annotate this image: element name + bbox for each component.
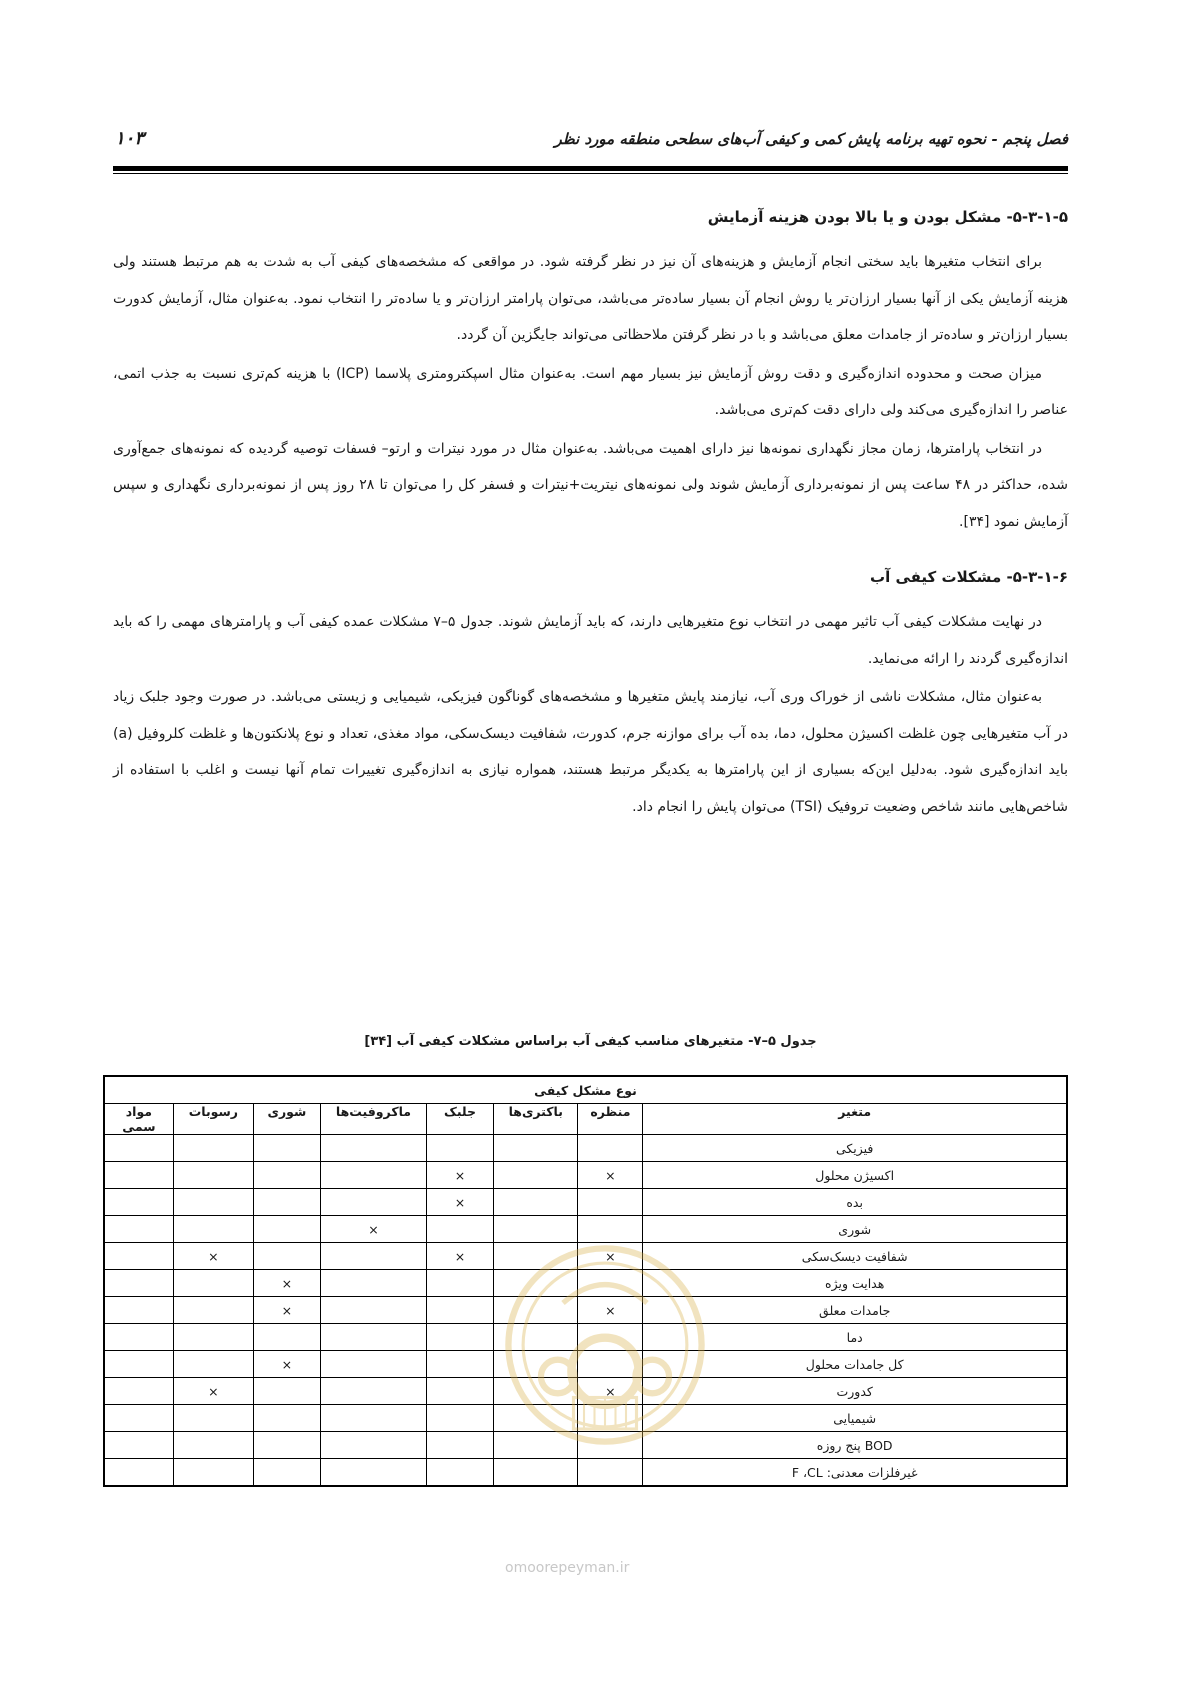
mark-cell xyxy=(104,1216,173,1243)
watermark-url: omoorepeyman.ir xyxy=(505,1560,630,1576)
check-mark: × xyxy=(605,1167,616,1183)
mark-cell xyxy=(253,1432,320,1459)
table-row xyxy=(104,1216,1067,1243)
paragraph: به‌عنوان مثال، مشکلات ناشی از خوراک وری آب، نیازمند پایش متغیرها و مشخصه‌های گوناگون فیزیکی، شیمیایی و زیستی می‌باشد. در صورت وجود جلبک زیاد در آب متغیرهایی چون غلظت اکسیژن محلول، دما، بده آب برای موازنه جرم، کدورت، شفافیت دیسک‌سکی، مواد مغذی، تعداد و نوع پلانکتون‌ها و غلظت کلروفیل (a) باید اندازه‌گیری شود. به‌دلیل این‌که بسیاری از این پارامترها به یکدیگر مرتبط هستند، همواره نیازی به اندازه‌گیری تغییرات تمام آنها نیست و اغلب با استفاده از شاخص‌هایی مانند شاخص وضعیت تروفیک (TSI) می‌توان پایش را انجام داد. xyxy=(113,689,1068,815)
section-label: فیزیکی xyxy=(643,1135,1067,1162)
paragraph: میزان صحت و محدوده اندازه‌گیری و دقت روش آزمایش نیز بسیار مهم است. به‌عنوان مثال اسپکترومتری پلاسما (ICP) با هزینه کم‌تری نسبت به جذب اتمی، عناصر را اندازه‌گیری می‌کند ولی دارای دقت کم‌تری می‌باشد. xyxy=(113,365,1068,418)
mark-cell xyxy=(426,1378,493,1405)
variable-label: جامدات معلق xyxy=(643,1297,1067,1324)
mark-cell xyxy=(426,1270,493,1297)
mark-cell xyxy=(104,1432,173,1459)
mark-cell xyxy=(426,1405,493,1432)
mark-cell xyxy=(494,1405,578,1432)
mark-cell xyxy=(173,1459,253,1487)
mark-cell xyxy=(494,1135,578,1162)
mark-cell xyxy=(426,1297,493,1324)
mark-cell xyxy=(578,1189,643,1216)
mark-cell xyxy=(253,1162,320,1189)
check-mark: × xyxy=(454,1248,466,1264)
table-row xyxy=(104,1324,1067,1351)
mark-cell xyxy=(578,1405,643,1432)
mark-cell xyxy=(104,1324,173,1351)
variable-label: بده xyxy=(643,1189,1067,1216)
mark-cell xyxy=(320,1324,426,1351)
mark-cell xyxy=(426,1351,493,1378)
table-row xyxy=(104,1162,1067,1189)
mark-cell xyxy=(578,1135,643,1162)
page-number: ۱۰۳ xyxy=(115,128,145,149)
table-row xyxy=(104,1189,1067,1216)
mark-cell xyxy=(104,1378,173,1405)
mark-cell xyxy=(104,1351,173,1378)
mark-cell xyxy=(104,1459,173,1487)
check-mark: × xyxy=(454,1167,466,1183)
mark-cell xyxy=(253,1324,320,1351)
mark-cell xyxy=(426,1162,493,1189)
mark-cell xyxy=(578,1243,643,1270)
variable-label: کل جامدات محلول xyxy=(643,1351,1067,1378)
mark-cell xyxy=(104,1297,173,1324)
table-section-row xyxy=(104,1405,1067,1432)
mark-cell xyxy=(104,1162,173,1189)
mark-cell xyxy=(494,1216,578,1243)
mark-cell xyxy=(426,1135,493,1162)
mark-cell xyxy=(578,1378,643,1405)
table-row xyxy=(104,1378,1067,1405)
mark-cell xyxy=(578,1351,643,1378)
variable-label: هدایت ویژه xyxy=(643,1270,1067,1297)
mark-cell xyxy=(426,1216,493,1243)
check-mark: × xyxy=(605,1383,616,1399)
mark-cell xyxy=(173,1324,253,1351)
mark-cell xyxy=(253,1216,320,1243)
water-quality-table xyxy=(103,1075,1068,1487)
paragraph: برای انتخاب متغیرها باید سختی انجام آزمایش و هزینه‌های آن نیز در نظر گرفته شود. در مواقعی که مشخصه‌های کیفی آب به شدت به هم مرتبط هستند ولی هزینه آزمایش یکی از آنها بسیار ارزان‌تر یا روش انجام آن بسیار ساده‌تر می‌باشد، می‌توان پارامتر ارزان‌تر و یا ساده‌تر را انتخاب نمود. به‌عنوان مثال، آزمایش کدورت بسیار ارزان‌تر و ساده‌تر از جامدات معلق می‌باشد و با در نظر گرفتن ملاحظاتی می‌تواند جایگزین آن گردد. xyxy=(113,254,1068,343)
mark-cell xyxy=(173,1243,253,1270)
mark-cell xyxy=(494,1378,578,1405)
table-row xyxy=(104,1432,1067,1459)
check-mark: × xyxy=(208,1248,219,1264)
mark-cell xyxy=(578,1432,643,1459)
mark-cell xyxy=(253,1270,320,1297)
mark-cell xyxy=(320,1162,426,1189)
mark-cell xyxy=(104,1270,173,1297)
mark-cell xyxy=(253,1297,320,1324)
check-mark: × xyxy=(454,1194,466,1210)
mark-cell xyxy=(320,1432,426,1459)
page-header xyxy=(113,122,1068,166)
table-row xyxy=(104,1243,1067,1270)
mark-cell xyxy=(104,1135,173,1162)
mark-cell xyxy=(578,1270,643,1297)
mark-cell xyxy=(173,1351,253,1378)
mark-cell xyxy=(578,1216,643,1243)
mark-cell xyxy=(173,1189,253,1216)
mark-cell xyxy=(494,1162,578,1189)
mark-cell xyxy=(494,1351,578,1378)
mark-cell xyxy=(253,1189,320,1216)
variable-label: اکسیژن محلول xyxy=(643,1162,1067,1189)
mark-cell xyxy=(320,1351,426,1378)
mark-cell xyxy=(494,1243,578,1270)
mark-cell xyxy=(494,1459,578,1487)
mark-cell xyxy=(494,1432,578,1459)
section-label: شیمیایی xyxy=(643,1405,1067,1432)
mark-cell xyxy=(494,1297,578,1324)
mark-cell xyxy=(426,1432,493,1459)
column-header: مواد سمی xyxy=(104,1104,173,1135)
mark-cell xyxy=(253,1243,320,1270)
table-section-row xyxy=(104,1135,1067,1162)
paragraph: در انتخاب پارامترها، زمان مجاز نگهداری نمونه‌ها نیز دارای اهمیت می‌باشد. به‌عنوان مثال در مورد نیترات و ارتو– فسفات توصیه گردیده که نمونه‌های جمع‌آوری شده، حداکثر در ۴۸ ساعت پس از نمونه‌برداری آزمایش شوند ولی نمونه‌های نیتریت+نیترات و فسفر کل را می‌توان تا ۲۸ روز پس از نمونه‌برداری نگهداری و سپس آزمایش نمود [۳۴]. xyxy=(113,440,1068,530)
column-header: باکتری‌ها xyxy=(494,1104,578,1135)
section-heading: ۵-۳-۱-۵- مشکل بودن و یا بالا بودن هزینه آزمایش xyxy=(707,208,1068,226)
variable-label: دما xyxy=(643,1324,1067,1351)
column-header: ماکروفیت‌ها xyxy=(320,1104,426,1135)
mark-cell xyxy=(173,1270,253,1297)
mark-cell xyxy=(173,1378,253,1405)
mark-cell xyxy=(320,1459,426,1487)
table-caption: جدول ۵–۷- متغیرهای مناسب کیفی آب براساس مشکلات کیفی آب [۳۴] xyxy=(364,1034,817,1049)
mark-cell xyxy=(494,1189,578,1216)
mark-cell xyxy=(320,1243,426,1270)
column-header: منظره xyxy=(578,1104,643,1135)
section-heading: ۵-۳-۱-۶- مشکلات کیفی آب xyxy=(870,568,1068,586)
check-mark: × xyxy=(368,1221,379,1237)
mark-cell xyxy=(320,1189,426,1216)
mark-cell xyxy=(426,1459,493,1487)
mark-cell xyxy=(320,1297,426,1324)
table-row xyxy=(104,1270,1067,1297)
mark-cell xyxy=(320,1216,426,1243)
variable-label: کدورت xyxy=(643,1378,1067,1405)
mark-cell xyxy=(320,1135,426,1162)
mark-cell xyxy=(426,1324,493,1351)
mark-cell xyxy=(173,1135,253,1162)
problem-type-header: نوع مشکل کیفی xyxy=(104,1076,1067,1104)
mark-cell xyxy=(320,1378,426,1405)
mark-cell xyxy=(173,1162,253,1189)
column-header: جلبک xyxy=(426,1104,493,1135)
check-mark: × xyxy=(281,1275,293,1291)
table-row xyxy=(104,1459,1067,1487)
header-rule xyxy=(113,166,1068,171)
chapter-title: فصل پنجم - نحوه تهیه برنامه پایش کمی و کیفی آب‌های سطحی منطقه مورد نظر xyxy=(554,130,1068,148)
mark-cell xyxy=(253,1459,320,1487)
mark-cell xyxy=(494,1324,578,1351)
mark-cell xyxy=(578,1297,643,1324)
mark-cell xyxy=(173,1432,253,1459)
variable-column-header: متغیر xyxy=(643,1104,1067,1135)
table-row xyxy=(104,1297,1067,1324)
mark-cell xyxy=(253,1351,320,1378)
table-row xyxy=(104,1351,1067,1378)
body-content xyxy=(113,200,1068,827)
mark-cell xyxy=(494,1270,578,1297)
check-mark: × xyxy=(605,1302,616,1318)
mark-cell xyxy=(253,1378,320,1405)
check-mark: × xyxy=(208,1383,219,1399)
mark-cell xyxy=(253,1405,320,1432)
mark-cell xyxy=(320,1270,426,1297)
mark-cell xyxy=(578,1324,643,1351)
variable-label: شفافیت دیسک‌سکی xyxy=(643,1243,1067,1270)
check-mark: × xyxy=(605,1248,616,1264)
mark-cell xyxy=(104,1405,173,1432)
variable-label: شوری xyxy=(643,1216,1067,1243)
mark-cell xyxy=(426,1243,493,1270)
column-header: شوری xyxy=(253,1104,320,1135)
mark-cell xyxy=(320,1405,426,1432)
check-mark: × xyxy=(281,1356,293,1372)
mark-cell xyxy=(173,1216,253,1243)
mark-cell xyxy=(173,1405,253,1432)
mark-cell xyxy=(104,1189,173,1216)
mark-cell xyxy=(578,1162,643,1189)
mark-cell xyxy=(578,1459,643,1487)
variable-label: BOD پنج روزه xyxy=(643,1432,1067,1459)
mark-cell xyxy=(104,1243,173,1270)
mark-cell xyxy=(253,1135,320,1162)
table-body xyxy=(104,1135,1067,1487)
mark-cell xyxy=(426,1189,493,1216)
column-header: رسوبات xyxy=(173,1104,253,1135)
variable-label: غیرفلزات معدنی: F ،CL xyxy=(643,1459,1067,1487)
check-mark: × xyxy=(281,1302,293,1318)
paragraph: در نهایت مشکلات کیفی آب تاثیر مهمی در انتخاب نوع متغیرهایی دارند، که باید آزمایش شوند. جدول ۵–۷ مشکلات عمده کیفی آب و پارامترهای مهمی را که باید اندازه‌گیری گردند را ارائه می‌نماید. xyxy=(113,614,1068,667)
header-rule-thin xyxy=(113,173,1068,174)
mark-cell xyxy=(173,1297,253,1324)
